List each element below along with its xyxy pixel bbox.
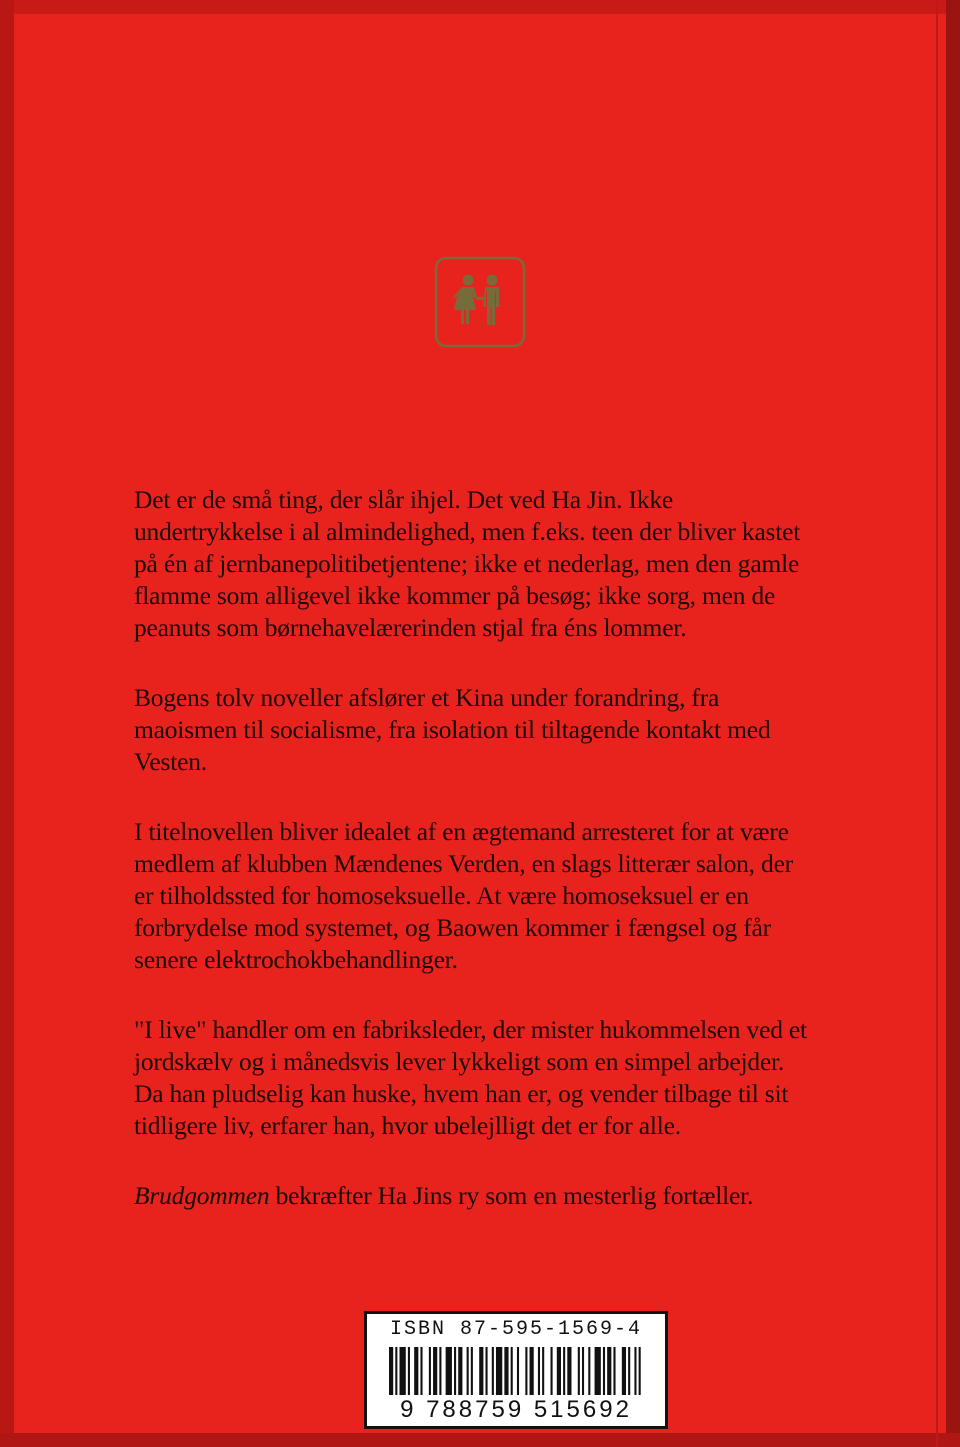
- barcode-bar: [563, 1347, 565, 1395]
- cover-edge-right: [946, 0, 960, 1447]
- barcode-bar: [634, 1347, 636, 1395]
- barcode-bar: [395, 1347, 397, 1395]
- barcode-bar: [433, 1347, 437, 1395]
- barcode-bar: [517, 1347, 519, 1395]
- barcode-bar: [420, 1347, 422, 1395]
- spine-fold-line: [936, 0, 938, 1447]
- blurb-text: [134, 484, 814, 1212]
- barcode-bar: [530, 1347, 534, 1395]
- barcode-bar: [504, 1347, 508, 1395]
- book-title: Brudgommen: [134, 1181, 270, 1210]
- blurb-paragraph-3: I titelnovellen bliver idealet af en ægtemand arresteret for at være medlem af klubben Mændenes Verden, en slags litterær salon, der er tilholdssted for homoseksuelle. At være homoseksuel er en forbrydelse mod systemet, og Baowen kommer i fængsel og får senere elektrochokbehandlinger.: [134, 817, 793, 974]
- barcode-bar: [439, 1347, 441, 1395]
- barcode-bar: [429, 1347, 431, 1395]
- barcode-bar: [414, 1347, 418, 1395]
- ean-number: 9 788759 515692: [400, 1396, 632, 1423]
- barcode-bar: [613, 1347, 615, 1395]
- barcode-bar: [639, 1347, 641, 1395]
- barcode-bar: [471, 1347, 473, 1395]
- barcode-bar: [492, 1347, 494, 1395]
- barcode-bar: [578, 1347, 580, 1395]
- barcode-bar: [389, 1347, 393, 1395]
- barcode-bar: [538, 1347, 540, 1395]
- barcode-bar: [479, 1347, 483, 1395]
- blurb-paragraph-5-rest: bekræfter Ha Jins ry som en mesterlig fortæller.: [269, 1181, 754, 1210]
- blurb-paragraph-2: Bogens tolv noveller afslører et Kina under forandring, fra maoismen til socialisme, fra isolation til tiltagende kontakt med Vesten.: [134, 683, 771, 776]
- barcode-bars: [389, 1347, 647, 1395]
- barcode-bar: [557, 1347, 561, 1395]
- cover-edge-bottom: [0, 1433, 960, 1447]
- barcode-bar: [628, 1347, 630, 1395]
- barcode-bar: [454, 1347, 456, 1395]
- barcode-bar: [551, 1347, 553, 1395]
- barcode-bar: [595, 1347, 601, 1395]
- cover-edge-top: [0, 0, 960, 14]
- barcode-bar: [511, 1347, 513, 1395]
- barcode-bar: [622, 1347, 626, 1395]
- blurb-paragraph-4: "I live" handler om en fabriksleder, der mister hukommelsen ved et jordskælv og i månedsvis lever lykkeligt som en simpel arbejder. Da han pludselig kan huske, hvem han er, og vender tilbage til sit tidligere liv, erfarer han, hvor ubelejlligt det er for alle.: [134, 1015, 807, 1140]
- barcode-bar: [485, 1347, 487, 1395]
- barcode-bar: [458, 1347, 462, 1395]
- blurb-paragraph-1: Det er de små ting, der slår ihjel. Det ved Ha Jin. Ikke undertrykkelse i al almindelighed, men f.eks. teen der bliver kastet på én af jernbanepolitibetjentene; ikke et nederlag, men den gamle flamme som alligevel ikke kommer på besøg; ikke sorg, men de peanuts som børnehavelærerinden stjal fra éns lommer.: [134, 485, 801, 642]
- barcode-bar: [582, 1347, 584, 1395]
- blurb-paragraph-5: [134, 1180, 814, 1212]
- cover-edge-left: [0, 0, 14, 1447]
- barcode-bar: [467, 1347, 469, 1395]
- barcode-bar: [588, 1347, 590, 1395]
- barcode-label: [364, 1311, 668, 1429]
- barcode-bar: [446, 1347, 452, 1395]
- barcode-bar: [399, 1347, 405, 1395]
- barcode-bar: [567, 1347, 571, 1395]
- isbn-number: ISBN 87-595-1569-4: [389, 1318, 643, 1341]
- barcode-bar: [496, 1347, 502, 1395]
- barcode-bar: [603, 1347, 605, 1395]
- barcode-bar: [542, 1347, 544, 1395]
- barcode-bar: [408, 1347, 410, 1395]
- barcode-bar: [525, 1347, 527, 1395]
- man-and-woman-icon: [432, 254, 528, 350]
- barcode-bar: [607, 1347, 611, 1395]
